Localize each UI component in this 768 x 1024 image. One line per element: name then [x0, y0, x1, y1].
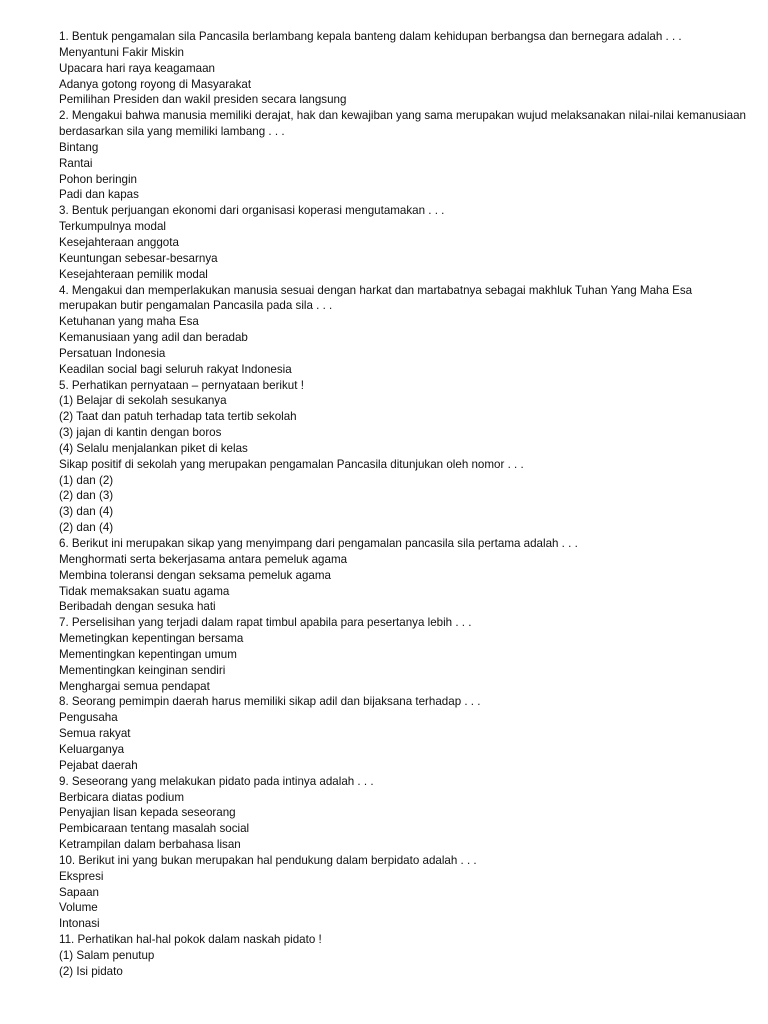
question-text: 6. Berikut ini merupakan sikap yang menyimpang dari pengamalan pancasila sila pertama adalah . . .: [59, 537, 578, 550]
question-text: 10. Berikut ini yang bukan merupakan hal pendukung dalam berpidato adalah . . .: [59, 853, 477, 867]
option: Ketrampilan dalam berbahasa lisan: [59, 838, 241, 852]
question-11: [59, 932, 749, 980]
option: Rantai: [59, 156, 93, 170]
question-text: 1. Bentuk pengamalan sila Pancasila berlambang kepala banteng dalam kehidupan berbangsa dan bernegara adalah . . .: [59, 30, 682, 43]
option: Kemanusiaan yang adil dan beradab: [59, 331, 248, 345]
option: Upacara hari raya keagamaan: [59, 61, 215, 75]
option: Persatuan Indonesia: [59, 346, 166, 360]
option: Volume: [59, 901, 98, 915]
question-text: 7. Perselisihan yang terjadi dalam rapat timbul apabila para pesertanya lebih . . .: [59, 616, 472, 630]
question-6: [59, 536, 749, 615]
question-8: [59, 694, 749, 773]
option: Intonasi: [59, 917, 100, 931]
option: (2) dan (4): [59, 521, 114, 535]
option: Keadilan social bagi seluruh rakyat Indonesia: [59, 362, 292, 376]
option: Pohon beringin: [59, 172, 137, 186]
option: Pejabat daerah: [59, 758, 138, 772]
option: Ketuhanan yang maha Esa: [59, 315, 199, 329]
statement: (4) Selalu menjalankan piket di kelas: [59, 441, 248, 455]
question-4: [59, 283, 749, 378]
question-text: 9. Seseorang yang melakukan pidato pada intinya adalah . . .: [59, 774, 374, 788]
question-text: 11. Perhatikan hal-hal pokok dalam naskah pidato !: [59, 933, 322, 947]
option: (1) dan (2): [59, 473, 114, 487]
question-text: 8. Seorang pemimpin daerah harus memiliki sikap adil dan bijaksana terhadap . . .: [59, 695, 481, 709]
option: Memetingkan kepentingan bersama: [59, 632, 244, 646]
option: Menyantuni Fakir Miskin: [59, 45, 184, 59]
option: Bintang: [59, 140, 99, 154]
option: Menghargai semua pendapat: [59, 679, 210, 693]
option: Berbicara diatas podium: [59, 790, 185, 804]
option: Menghormati serta bekerjasama antara pemeluk agama: [59, 552, 348, 566]
statement: (1) Belajar di sekolah sesukanya: [59, 394, 227, 408]
question-2: [59, 108, 749, 203]
question-10: [59, 853, 749, 932]
statement: (3) jajan di kantin dengan boros: [59, 426, 222, 440]
statement: (1) Salam penutup: [59, 948, 155, 962]
option: Pemilihan Presiden dan wakil presiden secara langsung: [59, 93, 347, 107]
option: (3) dan (4): [59, 505, 114, 519]
option: Pengusaha: [59, 711, 118, 725]
question-text: 3. Bentuk perjuangan ekonomi dari organisasi koperasi mengutamakan . . .: [59, 204, 445, 218]
option: Beribadah dengan sesuka hati: [59, 600, 216, 614]
option: Kesejahteraan pemilik modal: [59, 267, 208, 281]
question-text: 5. Perhatikan pernyataan – pernyataan berikut !: [59, 378, 304, 392]
option: Tidak memaksakan suatu agama: [59, 584, 230, 598]
option: Keuntungan sebesar-besarnya: [59, 251, 218, 265]
option: Kesejahteraan anggota: [59, 235, 179, 249]
option: Penyajian lisan kepada seseorang: [59, 806, 236, 820]
option: (2) dan (3): [59, 489, 114, 503]
option: Sapaan: [59, 885, 99, 899]
question-text: 2. Mengakui bahwa manusia memiliki derajat, hak dan kewajiban yang sama merupakan wujud melaksanakan nilai-nilai kemanusiaan berdasarkan sila yang memiliki lambang . . .: [59, 109, 750, 139]
option: Ekspresi: [59, 869, 104, 883]
question-prompt: Sikap positif di sekolah yang merupakan pengamalan Pancasila ditunjukan oleh nomor . . .: [59, 457, 524, 471]
option: Keluarganya: [59, 742, 125, 756]
question-5: [59, 378, 749, 536]
question-3: [59, 203, 749, 282]
option: Terkumpulnya modal: [59, 220, 166, 234]
option: Mementingkan kepentingan umum: [59, 647, 237, 661]
question-1: [59, 29, 749, 108]
document-page: [59, 29, 749, 980]
statement: (2) Taat dan patuh terhadap tata tertib sekolah: [59, 410, 297, 424]
question-9: [59, 774, 749, 853]
question-7: [59, 615, 749, 694]
question-text: 4. Mengakui dan memperlakukan manusia sesuai dengan harkat dan martabatnya sebagai makhluk Tuhan Yang Maha Esa merupakan butir pengamalan Pancasila pada sila . . .: [59, 283, 696, 313]
option: Semua rakyat: [59, 727, 131, 741]
option: Pembicaraan tentang masalah social: [59, 822, 250, 836]
option: Adanya gotong royong di Masyarakat: [59, 77, 252, 91]
statement: (2) Isi pidato: [59, 964, 123, 978]
option: Padi dan kapas: [59, 188, 139, 202]
option: Mementingkan keinginan sendiri: [59, 663, 226, 677]
option: Membina toleransi dengan seksama pemeluk agama: [59, 568, 331, 582]
